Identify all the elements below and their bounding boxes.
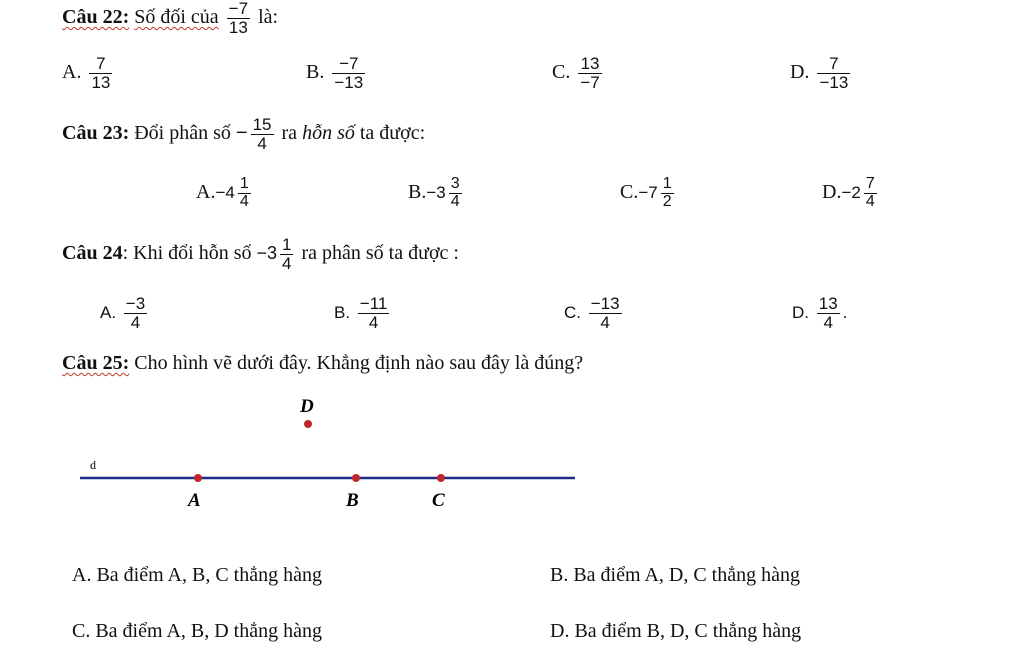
question-24-text: : Khi đổi hỗn số — [122, 241, 252, 264]
question-22-fraction — [227, 0, 250, 37]
question-23: Câu 23: Đổi phân số − $\frac{15}{4}$ ra hỗn số ta được: — [62, 115, 426, 153]
q25-answer-a[interactable]: A. Ba điểm A, B, C thẳng hàng — [72, 564, 322, 586]
question-25-text: Cho hình vẽ dưới đây. Khẳng định nào sau đây là đúng? — [134, 352, 584, 374]
option-letter: D. — [790, 60, 810, 83]
q23-option-d[interactable]: D.−2 $\frac{7}{4}$ — [822, 175, 875, 210]
question-25 — [62, 352, 583, 375]
q22-option-a[interactable]: A. $\frac{7}{13}$ — [62, 54, 111, 92]
mixed-whole: −3 — [256, 242, 278, 263]
question-22-text-end: là: — [258, 5, 279, 28]
question-24: Câu 24: Khi đổi hỗn số −3 $\frac{1}{4}$ ra phân số ta được : — [62, 235, 459, 273]
q22-option-b[interactable]: B. $\frac{-7}{-13}$ — [306, 54, 364, 92]
option-letter: C. — [552, 60, 571, 83]
option-letter: B. — [306, 60, 325, 83]
question-23-text: Đổi phân số — [134, 121, 231, 144]
q25-answer-b[interactable]: B. Ba điểm A, D, C thẳng hàng — [550, 564, 800, 586]
question-23-label: Câu 23: — [62, 121, 130, 144]
q24-option-a[interactable]: A. $\frac{-3}{4}$ — [100, 294, 146, 332]
point-d — [304, 420, 312, 428]
q24-option-c[interactable]: C. $\frac{-13}{4}$ — [564, 294, 620, 332]
question-23-fraction: $\frac{15}{4}$ — [252, 115, 272, 153]
point-label-c: C — [432, 490, 445, 511]
q22-option-d[interactable]: D. $\frac{7}{-13}$ — [790, 54, 849, 92]
q22-option-c[interactable]: C. $\frac{13}{-7}$ — [552, 54, 600, 92]
question-25-label: Câu 25: — [62, 352, 130, 374]
geometry-figure — [0, 392, 600, 522]
italic-term: hỗn số — [302, 121, 355, 144]
q23-option-c[interactable]: C.−7 $\frac{1}{2}$ — [620, 175, 672, 210]
minus-sign: − — [235, 121, 248, 144]
point-a — [194, 474, 202, 482]
option-letter: A. — [62, 60, 82, 83]
q24-option-b[interactable]: B. $\frac{-11}{4}$ — [334, 294, 388, 332]
line-label: d — [90, 458, 96, 472]
point-label-d: D — [300, 396, 314, 417]
q25-answer-c[interactable]: C. Ba điểm A, B, D thẳng hàng — [72, 620, 322, 642]
point-c — [437, 474, 445, 482]
fraction-numerator: −7 — [228, 0, 249, 18]
q23-option-b[interactable]: B.−3 $\frac{3}{4}$ — [408, 175, 460, 210]
question-22-label: Câu 22: — [62, 5, 130, 28]
question-22 — [62, 0, 278, 37]
question-24-fraction: $\frac{1}{4}$ — [282, 235, 292, 273]
question-22-text: Số đối của — [134, 5, 219, 28]
point-label-b: B — [346, 490, 359, 511]
point-b — [352, 474, 360, 482]
fraction-denominator: 13 — [228, 17, 248, 37]
question-24-label: Câu 24 — [62, 241, 123, 264]
point-label-a: A — [188, 490, 201, 511]
q24-option-d[interactable]: D. $\frac{13}{4}$ . — [792, 294, 848, 332]
q25-answer-d[interactable]: D. Ba điểm B, D, C thẳng hàng — [550, 620, 802, 642]
q23-option-a[interactable]: A.−4 $\frac{1}{4}$ — [196, 175, 249, 210]
